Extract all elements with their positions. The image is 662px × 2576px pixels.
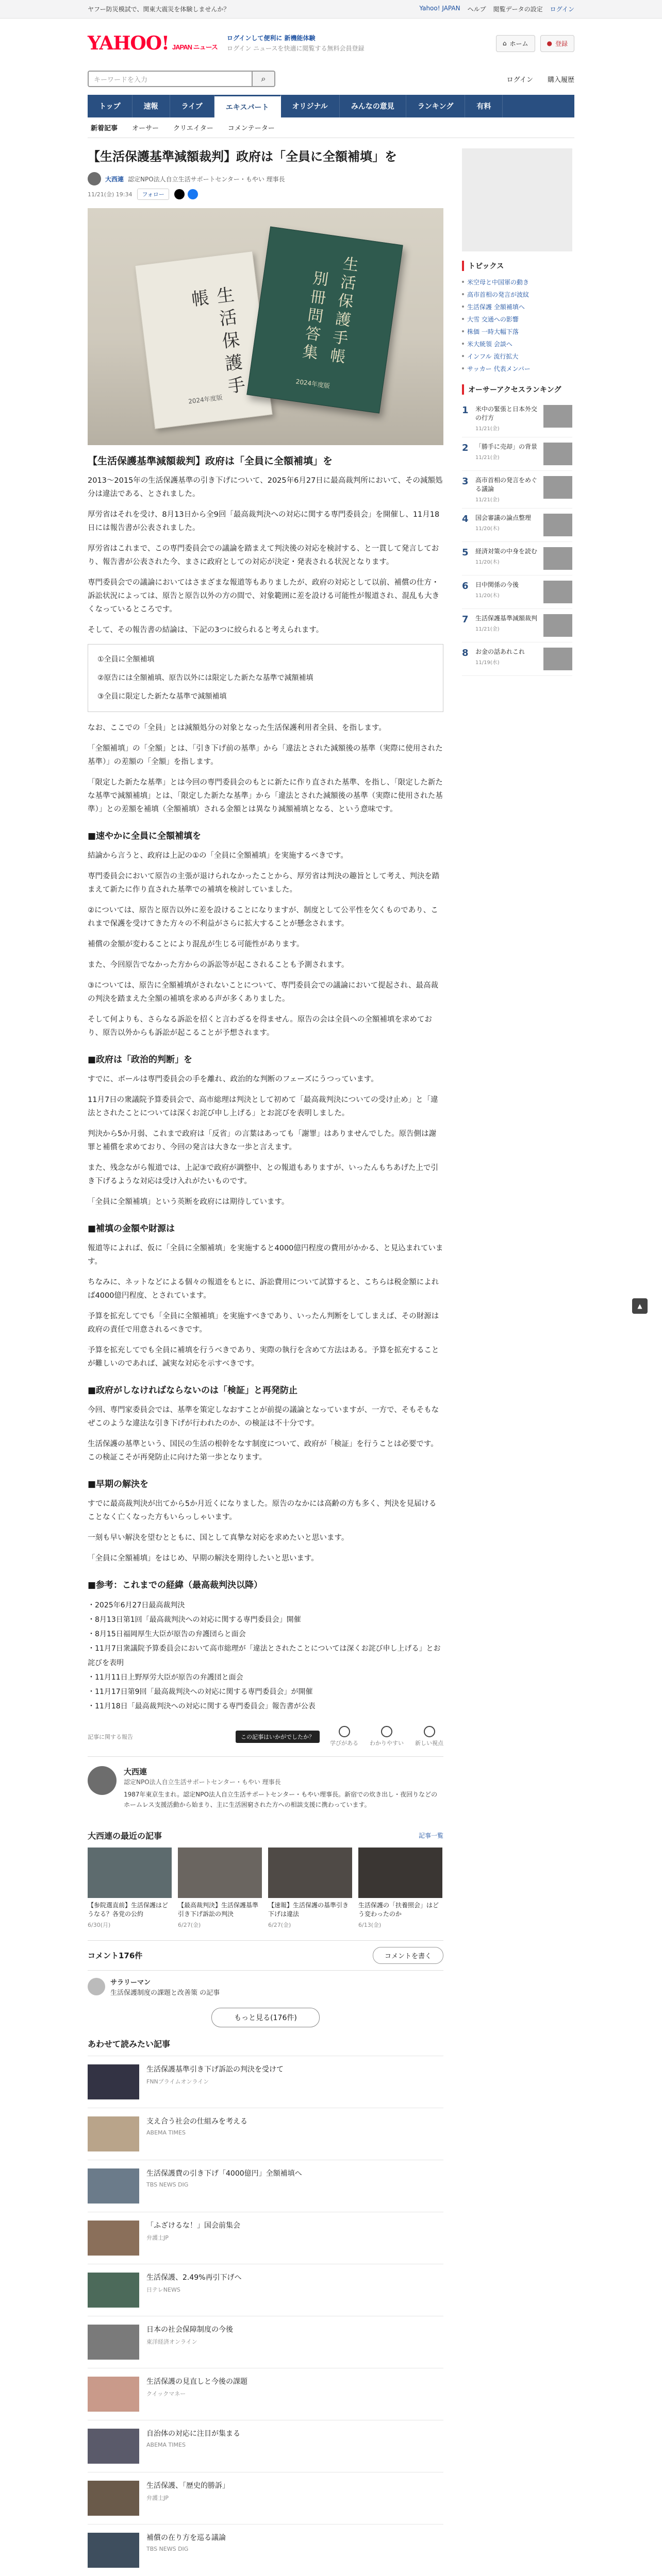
related-item[interactable]: 「ふざけるな！」国会前集会 弁護士JP bbox=[88, 2212, 443, 2264]
x-share-icon[interactable] bbox=[174, 189, 185, 199]
reaction-clear[interactable]: わかりやすい bbox=[370, 1726, 404, 1747]
yahoo-logo[interactable]: YAHOO! JAPAN ニュース bbox=[88, 32, 218, 54]
eye-icon bbox=[424, 1726, 435, 1737]
nav-opinion[interactable]: みんなの意見 bbox=[340, 95, 406, 117]
follow-button[interactable]: フォロー bbox=[137, 189, 169, 200]
ranking-list bbox=[462, 400, 572, 676]
topic-item[interactable]: 米空母と中国軍の動き bbox=[462, 276, 572, 289]
recent-card[interactable]: 生活保護の「扶養照会」はどう変わったのか 6/13(金) bbox=[358, 1848, 442, 1929]
login-link[interactable]: ログイン bbox=[550, 6, 574, 13]
recent-more-link[interactable]: 記事一覧 bbox=[418, 1832, 443, 1839]
ranking-item[interactable]: 8 お金の話あれこれ 11/19(水) bbox=[462, 642, 572, 676]
ranking-title: オーサーアクセスランキング bbox=[462, 384, 572, 395]
recent-articles bbox=[88, 1848, 443, 1929]
article-date: 11/21(金) 19:34 bbox=[88, 191, 133, 198]
related-item[interactable]: 生活保護、「歴史的勝訴」 弁護士JP bbox=[88, 2472, 443, 2524]
ranking-item[interactable]: 2 「勝手に売却」の背景 11/21(金) bbox=[462, 437, 572, 471]
chronology-list: ・2025年6月27日最高裁判決 ・8月13日第1回「最高裁判決への対応に関する専門委員会」開催 ・8月15日福岡厚生大臣が原告の弁護団らと面会 ・11月7日衆議院予算委員会において高市総理が「違法とされたことについては深くお詫び申し上げる」とお詫びを表明 ・11月11日上野厚労大臣が原告の弁護団と面会 ・11月17日第9回「最高裁判決への対応に関する専門委員会」が開催 ・11月18日「最高裁判決への対応に関する専門委員会」報告書が公表 bbox=[88, 1601, 441, 1710]
topic-item[interactable]: 株価 一時大幅下落 bbox=[462, 326, 572, 338]
search-row bbox=[0, 68, 662, 90]
nav-paid[interactable]: 有料 bbox=[465, 95, 503, 117]
nav-ranking[interactable]: ランキング bbox=[406, 95, 466, 117]
related-item[interactable]: 支え合う社会の仕組みを考える ABEMA TIMES bbox=[88, 2108, 443, 2160]
purchase-history-link[interactable]: 購入履歴 bbox=[547, 76, 574, 84]
search-input[interactable]: キーワードを入力 bbox=[88, 71, 253, 87]
register-button[interactable]: ● 登録 bbox=[540, 35, 575, 52]
comment-item: サラリーマン 生活保護制度の課題と改善策 の記事 bbox=[88, 1971, 443, 2006]
more-comments-button[interactable]: もっと見る(176件) bbox=[211, 2008, 320, 2027]
check-icon bbox=[381, 1726, 392, 1737]
topic-item[interactable]: 大雪 交通への影響 bbox=[462, 313, 572, 326]
recent-articles-title: 大西連の最近の記事 bbox=[88, 1831, 162, 1841]
recent-card[interactable]: 【速報】生活保護の基準引き下げは違法 6/27(金) bbox=[268, 1848, 352, 1929]
related-articles: あわせて読みたい記事 生活保護基準引き下げ訴訟の判決を受けて FNNプライムオンライン 支え合う社会の仕組みを考える ABEMA TIMES 生活保護費の引き下げ「4000億円」全額補填へ TBS NEWS DIG 「ふざけるな！」国会前集会 弁護士JP 生活保護、2.49%再引下げへ 日テレNEWS 日本の社会保障制度の今後 東洋経済オンライン 生活保護の見直しと今後の課題 クイックマネー 自治体の対応に注目が集まる ABEMA TIMES 生活保護、「歴史的勝訴」 弁護士JP 補償の在り方を巡る議論 TBS NEWS DIG bbox=[88, 2038, 443, 2576]
topic-item[interactable]: サッカー 代表メンバー bbox=[462, 363, 572, 375]
sidebar-ad[interactable] bbox=[462, 148, 572, 251]
profile-name[interactable]: 大西連 bbox=[124, 1767, 147, 1776]
ranking-item[interactable]: 3 高市首相の発言をめぐる議論 11/21(金) bbox=[462, 471, 572, 509]
commenter-avatar bbox=[88, 1978, 105, 1995]
topic-item[interactable]: 生活保護 全額補填へ bbox=[462, 301, 572, 313]
book-left: 生活保護手帳 2024年度版 bbox=[135, 251, 272, 429]
subnav-creator[interactable]: クリエイター bbox=[173, 125, 213, 132]
topic-item[interactable]: 高市首相の発言が波紋 bbox=[462, 289, 572, 301]
user-icon: ● bbox=[547, 40, 552, 47]
comment-count[interactable]: コメント176件 bbox=[88, 1951, 143, 1960]
related-item[interactable]: 生活保護、2.49%再引下げへ 日テレNEWS bbox=[88, 2264, 443, 2316]
home-button[interactable]: ⌂ ホーム bbox=[496, 35, 535, 52]
report-link[interactable]: 記事に関する報告 bbox=[88, 1733, 133, 1740]
yahoo-japan-link[interactable]: Yahoo! JAPAN bbox=[419, 5, 460, 12]
scroll-to-top-button[interactable]: ▲ bbox=[632, 1298, 648, 1314]
ranking-item[interactable]: 6 日中関係の今後 11/20(木) bbox=[462, 575, 572, 609]
related-item[interactable]: 生活保護の見直しと今後の課題 クイックマネー bbox=[88, 2368, 443, 2420]
options-box: ①全員に全額補填 ②原告には全額補填、原告以外には限定した新たな基準で減額補填 ③全員に限定した新たな基準で減額補填 bbox=[88, 644, 443, 712]
reaction-new[interactable]: 新しい視点 bbox=[415, 1726, 443, 1747]
topics-list bbox=[462, 276, 572, 375]
article-title: 【生活保護基準減額裁判】政府は「全員に全額補填」を bbox=[88, 149, 397, 164]
search-login-link[interactable]: ログイン bbox=[506, 76, 533, 84]
book-right: 生活保護手帳 別冊問答集 2024年度版 bbox=[246, 227, 403, 414]
feedback-tag: この記事はいかがでしたか？ bbox=[236, 1731, 320, 1743]
comments-bar bbox=[88, 1940, 443, 1971]
search-button[interactable] bbox=[253, 71, 275, 87]
nav-original[interactable]: オリジナル bbox=[281, 95, 340, 117]
article-body: 【生活保護基準減額裁判】政府は「全員に全額補填」を 2013〜2015年の生活保護基準の引き下げについて、2025年6月27日に最高裁判所において、その減額処分は違法である、とされました。 厚労省はそれを受け、8月13日から全9回「最高裁判決への対応に関する専門委員会」を開催し、11月18日には報告書が公表されました。 厚労省はこれまで、この専門委員会での議論を踏まえて判決後の対応を検討する、と一貫して発言しており、報告書が公表された今、まさに政府としての対応が決定・発表される状況となります。 専門委員会での議論においてはさまざまな報道等もありましたが、政府の対応として以前、補償の仕方・訴訟状況によっては、原告と原告以外の方の間で、対象範囲に差を設ける可能性が報道され、混乱も大きくなっているところです。 そして、その報告書の結論は、下記の3つに絞られると考えられます。 ①全員に全額補填 ②原告には全額補填、原告以外には限定した新たな基準で減額補填 ③全員に限定した新たな基準で減額補填 なお、ここでの「全員」とは減額処分の対象となった生活保護利用者全員、を指します。 「全額補填」の「全額」とは、「引き下げ前の基準」から「違法とされた減額後の基準（実際に使用された基準）」の差額の「全額」を指します。 「限定した新たな基準」とは今回の専門委員会のもとに新たに作り直された基準、を指し、「限定した新たな基準で減額補填」とは、「限定した新たな基準」から「違法とされた減額後の基準（実際に使用された基準）」との差額を補填（全額補填）される金額とは異なり減額補填となる、という意味です。 ■速やかに全員に全額補填を 結論から言うと、政府は上記の①の「全員に全額補填」を実施するべきです。 専門委員会において原告の主張が退けられなかったことから、厚労省は判決の趣旨として考え、判決を踏まえて新たに作り直された基準での補填を検討していました。 ②については、原告と原告以外に差を設けることになりますが、制度として公平性を欠くものであり、これまで保護を受けてきた方々の不利益がさらに拡大することが懸念されます。 補償の金額が変わることにより混乱が生じる可能性があります。 また、今回原告でなかった方からの訴訟等が起こされることも予測されます。 ③については、原告に全額補填がされないことについて、専門委員会での議論において提起され、最高裁の判決を踏まえた全額の補填を求める声が多くありました。 そして何よりも、さらなる訴訟を招くと言わざるを得ません。原告の会は全員への全額補填を求めており、原告以外からも訴訟が起こることが予想されます。 ■政府は「政治的判断」を すでに、ボールは専門委員会の手を離れ、政治的な判断のフェーズにうつっています。 11月7日の衆議院予算委員会で、高市総理は判決として初めて「最高裁判決についての受け止め」と「違法とされたことについては深くお詫び申し上げる」とお詫びを表明しました。 判決から5か月弱、これまで政府は「反省」の言葉はあっても「謝罪」はありませんでした。原告側は謝罪と補償を求めており、今回の発言は大きな一歩と言えます。 また、残念ながら報道では、上記③で政府が調整中、との報道もありますが、いったんもちあげた上で引き下げるような対応は受け入れがたいものです。 「全員に全額補填」という英断を政府には期待しています。 ■補填の金額や財源は 報道等によれば、仮に「全員に全額補填」を実施すると4000億円程度の費用がかかる、と見込まれています。 ちなみに、ネットなどによる個々の報道をもとに、訴訟費用について試算すると、こちらは税金額によれば4000億円程度、とされています。 予算を拡充してでも「全員に全額補填」を実施すべきであり、いったん判断をしてしまえば、その財源は政府の責任で用意されるべきです。 予算を拡充してでも全員に補填を行うべきであり、実際の執行を含めて方法はある。予算を拡充することが難しいのであれば、誠実な対応を示すべきです。 ■政府がしなければならないのは「検証」と再発防止 今回、専門家委員会では、基準を策定しなおすことが前提の議論となっていますが、一方で、そもそもなぜこのような違法な引き下げが行われたのか、の検証は不十分です。 生活保護の基準という、国民の生活の根幹をなす制度について、政府が「検証」を行うことは必要です。この検証こそが再発防止に向けた第一歩となります。 ■早期の解決を すでに最高裁判決が出てから5か月近くになりました。原告のなかには高齢の方も多く、判決を見届けることなく亡くなった方もいらっしゃいます。 一刻も早い解決を望むとともに、国として真摯な対応を求めたいと思います。 「全員に全額補填」をはじめ、早期の解決を期待したいと思います。 ■参考：これまでの経緯（最高裁判決以降） ・2025年6月27日最高裁判決 ・8月13日第1回「最高裁判決への対応に関する専門委員会」開催 ・8月15日福岡厚生大臣が原告の弁護団らと面会 ・11月7日衆議院予算委員会において高市総理が「違法とされたことについては深くお詫び申し上げる」とお詫びを表明 ・11月11日上野厚労大臣が原告の弁護団と面会 ・11月17日第9回「最高裁判決への対応に関する専門委員会」が開催 ・11月18日「最高裁判決への対応に関する専門委員会」報告書が公表 bbox=[88, 454, 443, 1714]
top-utility-bar bbox=[0, 0, 662, 19]
nav-live[interactable]: ライブ bbox=[170, 95, 214, 117]
facebook-share-icon[interactable] bbox=[188, 189, 198, 199]
help-link[interactable]: ヘルプ bbox=[467, 6, 486, 13]
related-item[interactable]: 生活保護費の引き下げ「4000億円」全額補填へ TBS NEWS DIG bbox=[88, 2160, 443, 2212]
article-main bbox=[88, 148, 443, 2576]
ranking-item[interactable]: 4 国会審議の論点整理 11/20(木) bbox=[462, 509, 572, 542]
site-header bbox=[0, 19, 662, 68]
nav-breaking[interactable]: 速報 bbox=[133, 95, 170, 117]
header-info: ログインして便利に 新機能体験 ログイン ニュースを快適に閲覧する無料会員登録 bbox=[226, 35, 365, 52]
sub-nav bbox=[88, 117, 574, 138]
author-avatar[interactable] bbox=[88, 172, 101, 185]
related-item[interactable]: 補償の在り方を巡る議論 TBS NEWS DIG bbox=[88, 2524, 443, 2576]
author-name[interactable]: 大西連 bbox=[105, 175, 124, 183]
nav-top[interactable]: トップ bbox=[88, 95, 133, 117]
top-promo-link[interactable]: ヤフー防災模試で、関東大震災を体験しませんか？ bbox=[88, 6, 230, 13]
related-item[interactable]: 生活保護基準引き下げ訴訟の判決を受けて FNNプライムオンライン bbox=[88, 2056, 443, 2108]
subnav-author[interactable]: オーサー bbox=[132, 125, 159, 132]
ranking-item[interactable]: 5 経済対策の中身を読む 11/20(木) bbox=[462, 542, 572, 575]
related-item[interactable]: 日本の社会保障制度の今後 東洋経済オンライン bbox=[88, 2316, 443, 2368]
ranking-item[interactable]: 7 生活保護基準減額裁判 11/21(金) bbox=[462, 609, 572, 642]
author-profile-avatar[interactable] bbox=[88, 1766, 117, 1795]
settings-link[interactable]: 閲覧データの設定 bbox=[493, 6, 543, 13]
search-icon: ⌕ bbox=[261, 74, 266, 83]
reaction-learn[interactable]: 学びがある bbox=[330, 1726, 358, 1747]
related-item[interactable]: 自治体の対応に注目が集まる ABEMA TIMES bbox=[88, 2420, 443, 2472]
article-photo bbox=[88, 208, 443, 445]
subnav-new[interactable]: 新着記事 bbox=[91, 125, 118, 132]
lightbulb-icon bbox=[339, 1726, 350, 1737]
ranking-item[interactable]: 1 米中の緊張と日本外交の行方 11/21(金) bbox=[462, 400, 572, 437]
subnav-commentator[interactable]: コメンテーター bbox=[227, 125, 275, 132]
author-role: 認定NPO法人自立生活サポートセンター・もやい 理事長 bbox=[128, 175, 285, 183]
topic-item[interactable]: 米大統領 会談へ bbox=[462, 338, 572, 350]
home-icon: ⌂ bbox=[502, 40, 507, 47]
sidebar bbox=[462, 148, 572, 2576]
write-comment-button[interactable]: コメントを書く bbox=[373, 1947, 443, 1964]
topic-item[interactable]: インフル 流行拡大 bbox=[462, 350, 572, 363]
nav-expert[interactable]: エキスパート bbox=[214, 95, 281, 117]
global-nav bbox=[88, 95, 574, 117]
author-profile: 大西連 認定NPO法人自立生活サポートセンター・もやい 理事長 1987年東京生まれ。認定NPO法人自立生活サポートセンター・もやい理事長。新宿での炊き出し・夜回りなどのホームレス支援活動から始まり、主に生活困窮された方への相談支援に携わっています。 bbox=[88, 1756, 443, 1819]
topics-title: トピックス bbox=[462, 261, 572, 271]
recent-card[interactable]: 【最高裁判決】生活保護基準引き下げ訴訟の判決 6/27(金) bbox=[178, 1848, 262, 1929]
recent-card[interactable]: 【参院選直前】生活保護はどうなる？各党の公約 6/30(月) bbox=[88, 1848, 172, 1929]
